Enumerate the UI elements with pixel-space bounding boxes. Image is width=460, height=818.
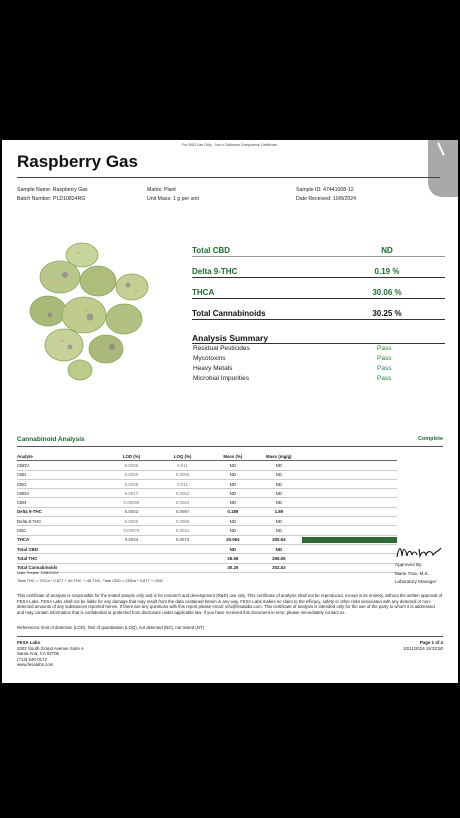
- analysis-row-mycotoxins: [192, 355, 445, 365]
- cell-lod: 0.0035: [108, 461, 155, 470]
- sample-meta-middle: [147, 186, 199, 204]
- window-corner-tab: [428, 140, 458, 197]
- summary-row-total-cbd: [192, 245, 445, 257]
- analysis-status: Pass: [377, 345, 392, 352]
- analysis-summary-divider: [192, 343, 445, 344]
- report-timestamp: 10/11/2024 19:33:50: [403, 646, 443, 651]
- cell-mass-mg: ND: [256, 517, 302, 526]
- cell-mass-pct: ND: [210, 489, 256, 498]
- date-received: Date Received: 10/8/2024: [296, 196, 356, 202]
- cell-loq: [155, 544, 210, 553]
- table-row: [17, 544, 397, 553]
- cell-analyte: Delta 8-THC: [17, 517, 108, 526]
- cell-mass-mg: ND: [256, 479, 302, 488]
- page-info: [403, 640, 443, 652]
- col-mass-mg: Mass (mg/g): [256, 452, 302, 461]
- cell-mass-mg: ND: [256, 498, 302, 507]
- cell-mass-mg: 300.64: [256, 535, 302, 544]
- summary-label: Total Cannabinoids: [192, 309, 266, 318]
- table-row: [17, 517, 397, 526]
- summary-label: THCA: [192, 288, 215, 297]
- total-formula: Total THC = THCa * 0.877 + d9-THC + d8-THC; Total CBD = CBDa * 0.877 + CBD: [17, 578, 163, 583]
- cell-loq: 0.0073: [155, 535, 210, 544]
- cell-bar: [302, 489, 397, 498]
- cell-loq: 0.0059: [155, 517, 210, 526]
- analysis-label: Mycotoxins: [193, 355, 226, 362]
- col-analyte: Analyte: [17, 452, 108, 461]
- cell-mass-pct: ND: [210, 526, 256, 535]
- cell-mass-mg: 1.89: [256, 507, 302, 516]
- cell-bar: [302, 544, 397, 553]
- sample-meta-left: [17, 186, 88, 204]
- cell-lod: 0.0030: [108, 470, 155, 479]
- disclaimer-text: This certificate of analysis is responsible for the tested sample only and is for research and development (R&D) use only. This certificate of analysis shall not be reproduced, except in its entirety, without the written approval of FESA Labs. FESA Labs shall not be liable for any damage that may result from the data contained herein in any way. FESA Labs makes no claim to the efficacy, safety or other risks associated with any detected or non-detected amounts of any substances reported herein. If there are any questions with this report please email: info@fesalabs.com. This certificate of analysis is intended only for the use of the party to whom it is addressed and may contain information that is confidential or protected from disclosure under applicable law. If you have received this document in error, please immediately contact us.: [17, 593, 443, 615]
- title-divider: [17, 177, 440, 178]
- cell-analyte: CBD: [17, 470, 108, 479]
- cell-mass-pct: 30.25: [210, 563, 256, 572]
- table-row: [17, 498, 397, 507]
- cell-mass-mg: 265.55: [256, 554, 302, 563]
- approver-role: Laboratory Manager: [395, 579, 437, 584]
- cell-loq: 0.0090: [155, 470, 210, 479]
- product-photo: [20, 235, 155, 385]
- analysis-status: Pass: [377, 355, 392, 362]
- cell-mass-pct: 26.56: [210, 554, 256, 563]
- cell-loq: 0.011: [155, 461, 210, 470]
- sample-name: Sample Name: Raspberry Gas: [17, 187, 88, 193]
- cell-loq: 0.011: [155, 479, 210, 488]
- cell-bar: [302, 479, 397, 488]
- sample-id: Sample ID: 47441008-12: [296, 187, 354, 193]
- rd-notice: For R&D Use Only - Not a California Compliance Certificate.: [182, 143, 278, 147]
- analysis-label: Heavy Metals: [193, 365, 233, 372]
- cell-lod: 0.0038: [108, 479, 155, 488]
- lab-address: [17, 640, 84, 668]
- cell-bar: [302, 563, 397, 572]
- cell-analyte: THCA: [17, 535, 108, 544]
- table-row: [17, 526, 397, 535]
- table-row: [17, 479, 397, 488]
- table-row: [17, 535, 397, 544]
- thca-mass-bar: [302, 537, 397, 543]
- cell-mass-pct: ND: [210, 470, 256, 479]
- cell-mass-mg: 302.53: [256, 563, 302, 572]
- cell-bar: [302, 554, 397, 563]
- lab-address-line2: Santa Ana, CA 92705: [17, 651, 59, 656]
- cell-mass-pct: ND: [210, 517, 256, 526]
- table-row: [17, 489, 397, 498]
- lab-name: FESA Labs: [17, 640, 41, 645]
- batch-number: Batch Number: PLD10824RG: [17, 196, 86, 202]
- cell-lod: 0.0017: [108, 489, 155, 498]
- summary-row-total-cannabinoids: [192, 308, 445, 320]
- cell-analyte: Total Cannabinoids: [17, 563, 108, 572]
- summary-row-delta9-thc: [192, 266, 445, 278]
- col-mass-pct: Mass (%): [210, 452, 256, 461]
- cell-analyte: CBDA: [17, 489, 108, 498]
- cell-mass-pct: ND: [210, 544, 256, 553]
- cell-mass-pct: ND: [210, 479, 256, 488]
- cell-mass-pct: ND: [210, 498, 256, 507]
- cell-analyte: CBDV: [17, 461, 108, 470]
- cell-bar: [302, 461, 397, 470]
- references-text: References: limit of detection (LOD), limit of quantitation (LOQ), not detected (ND), not tested (NT): [17, 625, 204, 630]
- table-row: [17, 554, 397, 563]
- lab-website[interactable]: www.fesalabs.com: [17, 662, 54, 667]
- analysis-status: Pass: [377, 365, 392, 372]
- cell-analyte: Total THC: [17, 554, 108, 563]
- cell-loq: [155, 563, 210, 572]
- summary-row-thca: [192, 287, 445, 299]
- analysis-label: Residual Pesticides: [193, 345, 250, 352]
- cell-bar: [302, 517, 397, 526]
- table-row: [17, 563, 397, 572]
- cell-lod: [108, 544, 155, 553]
- cell-mass-mg: ND: [256, 544, 302, 553]
- date-tested: Date Tested: 10/8/2024: [17, 570, 59, 575]
- summary-value: 0.19 %: [374, 267, 400, 276]
- lab-address-line1: 2002 South Grand Avenue Suite A: [17, 645, 84, 651]
- col-bar: [302, 452, 397, 461]
- cannabinoid-divider: [17, 446, 443, 447]
- summary-value: 30.25 %: [372, 309, 402, 318]
- analysis-row-microbial: [192, 375, 445, 385]
- page-number: Page 1 of 4: [419, 640, 443, 645]
- cell-lod: 0.0022: [108, 507, 155, 516]
- cell-lod: 0.0024: [108, 535, 155, 544]
- approver-name: Marie True, M.S.: [395, 570, 429, 576]
- summary-value: 30.06 %: [372, 288, 402, 297]
- cell-mass-mg: ND: [256, 489, 302, 498]
- analysis-row-pesticides: [192, 345, 445, 355]
- cell-analyte: CBG: [17, 479, 108, 488]
- cell-mass-mg: ND: [256, 526, 302, 535]
- cell-analyte: Delta 9-THC: [17, 507, 108, 516]
- cell-lod: 0.0020: [108, 517, 155, 526]
- cell-lod: 0.00070: [108, 526, 155, 535]
- cell-loq: 0.0024: [155, 498, 210, 507]
- cell-bar: [302, 507, 397, 516]
- summary-value: ND: [381, 246, 393, 255]
- analysis-status: Pass: [377, 375, 392, 382]
- table-header-row: [17, 452, 397, 461]
- table-row: [17, 461, 397, 470]
- lab-phone: (714) 540-0172: [17, 656, 48, 662]
- unit-mass: Unit Mass: 1 g per unit: [147, 196, 199, 202]
- cell-lod: [108, 563, 155, 572]
- cell-analyte: Total CBD: [17, 544, 108, 553]
- cannabinoid-table-body: [17, 461, 397, 573]
- analysis-summary-title: Analysis Summary: [192, 333, 269, 343]
- cannabinoid-table: [17, 452, 397, 573]
- footer-divider: [17, 636, 443, 637]
- cell-mass-pct: ND: [210, 461, 256, 470]
- cell-mass-mg: ND: [256, 461, 302, 470]
- cell-bar: [302, 535, 397, 544]
- coa-document: [2, 140, 458, 683]
- cannabinoid-section-title: Cannabinoid Analysis: [17, 436, 85, 443]
- cell-analyte: CBN: [17, 498, 108, 507]
- sample-meta-right: [296, 186, 356, 204]
- cell-loq: 0.0067: [155, 507, 210, 516]
- summary-label: Delta 9-THC: [192, 267, 238, 276]
- matrix: Matrix: Plant: [147, 187, 176, 193]
- summary-label: Total CBD: [192, 246, 231, 255]
- cell-lod: 0.00080: [108, 498, 155, 507]
- cell-analyte: CBC: [17, 526, 108, 535]
- product-title: Raspberry Gas: [17, 152, 138, 171]
- analysis-row-heavy-metals: [192, 365, 445, 375]
- cannabinoid-status: Complete: [417, 436, 443, 442]
- col-loq: LOQ (%): [155, 452, 210, 461]
- table-row: [17, 507, 397, 516]
- signature-image: [395, 542, 443, 562]
- approved-by-label: Approved By:: [395, 562, 423, 567]
- approval-block: [395, 561, 436, 587]
- cell-bar: [302, 470, 397, 479]
- table-row: [17, 470, 397, 479]
- col-lod: LOD (%): [108, 452, 155, 461]
- cell-mass-pct: 30.064: [210, 535, 256, 544]
- cell-mass-pct: 0.189: [210, 507, 256, 516]
- cell-lod: [108, 554, 155, 563]
- cell-loq: 0.0021: [155, 526, 210, 535]
- cell-bar: [302, 498, 397, 507]
- analysis-label: Microbial Impurities: [193, 375, 249, 382]
- cell-loq: 0.0052: [155, 489, 210, 498]
- cell-bar: [302, 526, 397, 535]
- cell-loq: [155, 554, 210, 563]
- cell-mass-mg: ND: [256, 470, 302, 479]
